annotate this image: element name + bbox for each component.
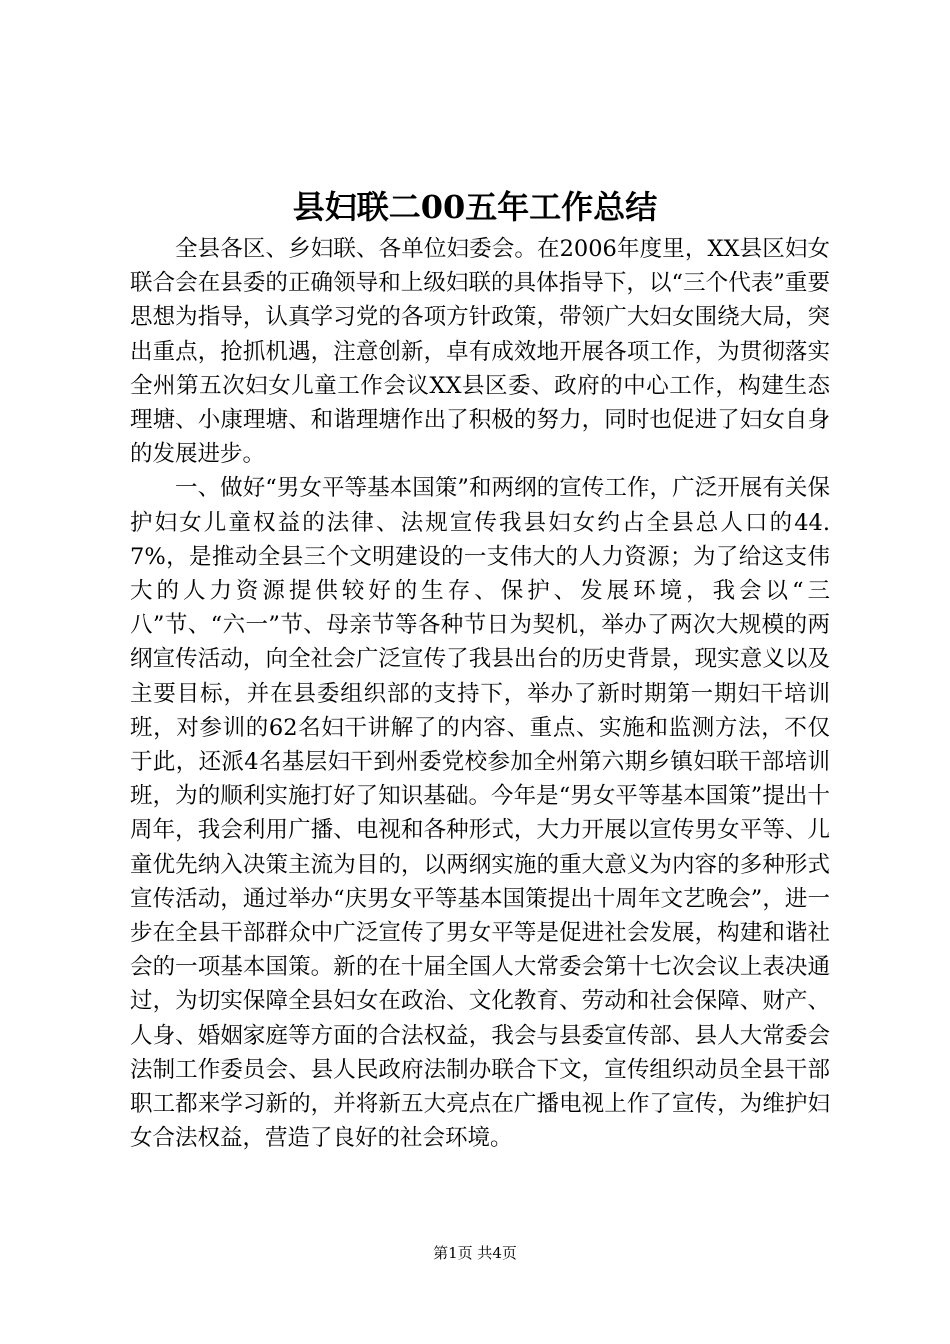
- paragraph-section-one: 一、做好“男女平等基本国策”和两纲的宣传工作，广泛开展有关保护妇女儿童权益的法律、法规宣传我县妇女约占全县总人口的44.7%，是推动全县三个文明建设的一支伟大的人力资源；为了给这支伟大的人力资源提供较好的生存、保护、发展环境，我会以“三八”节、“六一”节、母亲节等各种节日为契机，举办了两次大规模的两纲宣传活动，向全社会广泛宣传了我县出台的历史背景，现实意义以及主要目标，并在县委组织部的支持下，举办了新时期第一期妇干培训班，对参训的62名妇干讲解了的内容、重点、实施和监测方法，不仅于此，还派4名基层妇干到州委党校参加全州第六期乡镇妇联干部培训班，为的顺利实施打好了知识基础。今年是“男女平等基本国策”提出十周年，我会利用广播、电视和各种形式，大力开展以宣传男女平等、儿童优先纳入决策主流为目的，以两纲实施的重大意义为内容的多种形式宣传活动，通过举办“庆男女平等基本国策提出十周年文艺晚会”，进一步在全县干部群众中广泛宣传了男女平等是促进社会发展，构建和谐社会的一项基本国策。新的在十届全国人大常委会第十七次会议上表决通过，为切实保障全县妇女在政治、文化教育、劳动和社会保障、财产、人身、婚姻家庭等方面的合法权益，我会与县委宣传部、县人大常委会法制工作委员会、县人民政府法制办联合下文，宣传组织动员全县干部职工都来学习新的，并将新五大亮点在广播电视上作了宣传，为维护妇女合法权益，营造了良好的社会环境。: [130, 475, 830, 1152]
- document-title: 县妇联二00五年工作总结: [292, 188, 658, 226]
- document-body: [130, 232, 830, 1155]
- page-number-footer: 第1页 共4页: [433, 1244, 517, 1262]
- paragraph-intro: 全县各区、乡妇联、各单位妇委会。在2006年度里，XX县区妇女联合会在县委的正确领导和上级妇联的具体指导下，以“三个代表”重要思想为指导，认真学习党的各项方针政策，带领广大妇女围绕大局，突出重点，抢抓机遇，注意创新，卓有成效地开展各项工作，为贯彻落实全州第五次妇女儿童工作会议XX县区委、政府的中心工作，构建生态理塘、小康理塘、和谐理塘作出了积极的努力，同时也促进了妇女自身的发展进步。: [130, 236, 830, 468]
